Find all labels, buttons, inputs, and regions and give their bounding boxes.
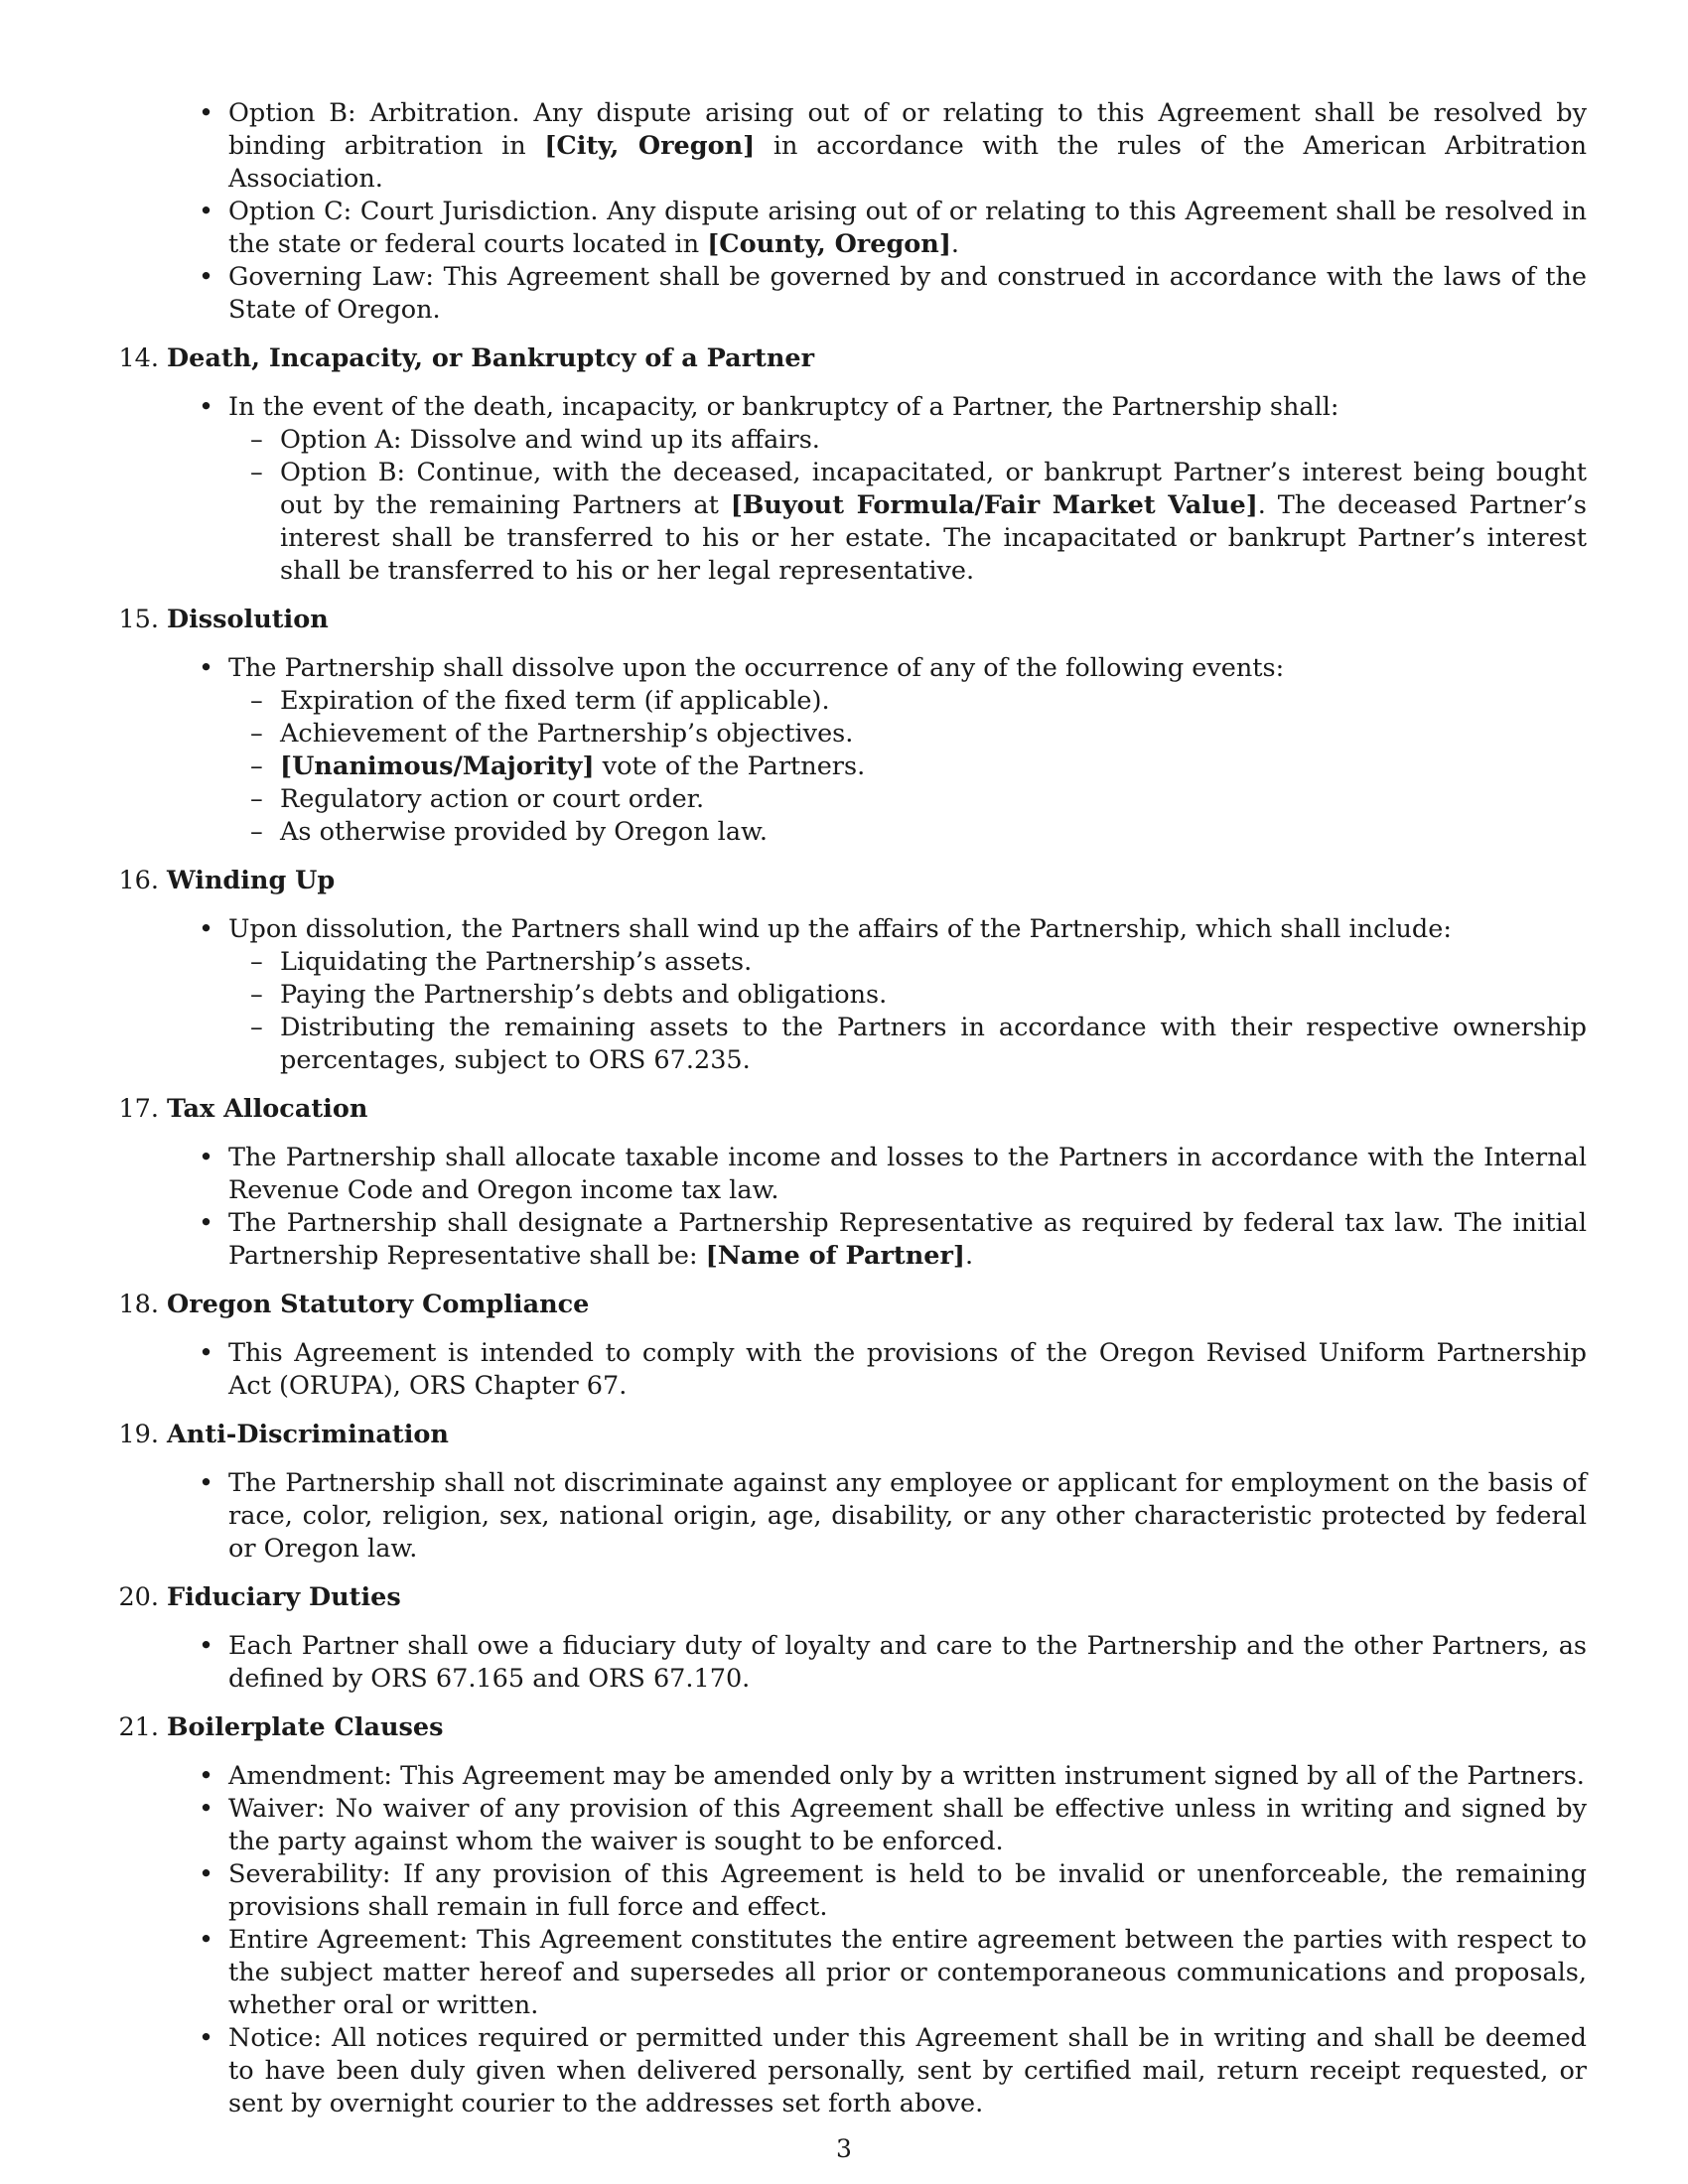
- section-number: 15.: [118, 605, 159, 634]
- option-c-court-jurisdiction: • Option C: Court Jurisdiction. Any dispute arising out of or relating to this Agreement shall be resolved in the state or federal courts located in [County, Oregon].: [167, 196, 1587, 261]
- list-item-severability: • Severability: If any provision of this Agreement is held to be invalid or unenforceable, the remaining provisions shall remain in full force and effect.: [167, 1858, 1587, 1924]
- list-item: • In the event of the death, incapacity, or bankruptcy of a Partner, the Partnership shall: – Option A: Dissolve and wind up its affairs. – Option B: Continue, with the deceased, incapacitated, or bankrupt Partner’s interest being bought out by the remaining Partners at [Buyout Formula/Fair Market Value]. The deceased Partner’s interest shall be transferred to his or her estate. The incapacitated or bankrupt Partner’s interest shall be transferred to his or her legal representative.: [167, 391, 1587, 588]
- sub-item: – Achievement of the Partnership’s objectives.: [228, 718, 1587, 751]
- section-20: [118, 1581, 1587, 1696]
- section-16: [118, 865, 1587, 1077]
- placeholder-vote: [Unanimous/Majority]: [280, 751, 595, 781]
- section-number: 16.: [118, 866, 159, 895]
- list-item: • The Partnership shall designate a Partnership Representative as required by federal tax law. The initial Partnership Representative shall be: [Name of Partner].: [167, 1207, 1587, 1273]
- list-item-notice: • Notice: All notices required or permitted under this Agreement shall be in writing and shall be deemed to have been duly given when delivered personally, sent by certified mail, return receipt requested, or sent by overnight courier to the addresses set forth above.: [167, 2022, 1587, 2120]
- section-heading: [118, 604, 1587, 636]
- section-heading: [118, 865, 1587, 897]
- list-item-amendment: • Amendment: This Agreement may be amended only by a written instrument signed by all of the Partners.: [167, 1760, 1587, 1793]
- sub-item: – Regulatory action or court order.: [228, 783, 1587, 816]
- page-number: 3: [836, 2134, 852, 2163]
- section-title: Tax Allocation: [167, 1094, 368, 1124]
- option-b-arbitration: • Option B: Arbitration. Any dispute arising out of or relating to this Agreement shall be resolved by binding arbitration in [City, Oregon] in accordance with the rules of the American Arbitration Association.: [167, 97, 1587, 196]
- section-19: [118, 1419, 1587, 1566]
- section-title: Boilerplate Clauses: [167, 1712, 444, 1742]
- document-body: [118, 97, 1587, 2120]
- section-title: Winding Up: [167, 866, 336, 895]
- section-heading: [118, 1289, 1587, 1321]
- section-number: 19.: [118, 1420, 159, 1449]
- section-title: Fiduciary Duties: [167, 1582, 401, 1612]
- section-number: 17.: [118, 1094, 159, 1124]
- section-title: Dissolution: [167, 605, 329, 634]
- sub-item: – Liquidating the Partnership’s assets.: [228, 946, 1587, 979]
- list-item: • The Partnership shall not discriminate against any employee or applicant for employment on the basis of race, color, religion, sex, national origin, age, disability, or any other characteristic protected by federal or Oregon law.: [167, 1467, 1587, 1566]
- list-item-waiver: • Waiver: No waiver of any provision of this Agreement shall be effective unless in writing and signed by the party against whom the waiver is sought to be enforced.: [167, 1793, 1587, 1858]
- list-item: • Each Partner shall owe a fiduciary duty of loyalty and care to the Partnership and the other Partners, as defined by ORS 67.165 and ORS 67.170.: [167, 1630, 1587, 1696]
- section-18: [118, 1289, 1587, 1403]
- sub-item: – Paying the Partnership’s debts and obligations.: [228, 979, 1587, 1012]
- sub-item: – Distributing the remaining assets to the Partners in accordance with their respective ownership percentages, subject to ORS 67.235.: [228, 1012, 1587, 1077]
- governing-law: • Governing Law: This Agreement shall be governed by and construed in accordance with the laws of the State of Oregon.: [167, 261, 1587, 327]
- section-heading: [118, 1581, 1587, 1614]
- section-15: [118, 604, 1587, 849]
- section-heading: [118, 342, 1587, 375]
- list-item: • Upon dissolution, the Partners shall wind up the affairs of the Partnership, which shall include: – Liquidating the Partnership’s assets. – Paying the Partnership’s debts and obligations. – Distributing the remaining assets to the Partners in accordance with their respective ownership percentages, subject to ORS 67.235.: [167, 913, 1587, 1077]
- section-title: Anti-Discrimination: [167, 1420, 449, 1449]
- placeholder-county-oregon: [County, Oregon]: [707, 229, 951, 259]
- section-21: [118, 1711, 1587, 2120]
- section-title: Oregon Statutory Compliance: [167, 1290, 590, 1319]
- dispute-resolution-options: [167, 97, 1587, 327]
- section-number: 14.: [118, 343, 159, 373]
- section-heading: [118, 1419, 1587, 1451]
- sub-item: – Expiration of the fixed term (if applicable).: [228, 685, 1587, 718]
- section-17: [118, 1093, 1587, 1273]
- sub-item-option-a: – Option A: Dissolve and wind up its affairs.: [228, 424, 1587, 457]
- sub-item: – [Unanimous/Majority] vote of the Partners.: [228, 751, 1587, 783]
- section-number: 18.: [118, 1290, 159, 1319]
- list-item: • This Agreement is intended to comply with the provisions of the Oregon Revised Uniform Partnership Act (ORUPA), ORS Chapter 67.: [167, 1337, 1587, 1403]
- section-14: [118, 342, 1587, 588]
- placeholder-partner-name: [Name of Partner]: [705, 1241, 965, 1271]
- list-item: • The Partnership shall allocate taxable income and losses to the Partners in accordance with the Internal Revenue Code and Oregon income tax law.: [167, 1142, 1587, 1207]
- placeholder-buyout: [Buyout Formula/Fair Market Value]: [730, 490, 1258, 520]
- list-item-entire-agreement: • Entire Agreement: This Agreement constitutes the entire agreement between the parties with respect to the subject matter hereof and supersedes all prior or contemporaneous communications and proposals, whether oral or written.: [167, 1924, 1587, 2022]
- sub-item: – As otherwise provided by Oregon law.: [228, 816, 1587, 849]
- section-number: 20.: [118, 1582, 159, 1612]
- section-heading: [118, 1711, 1587, 1744]
- sub-item-option-b: – Option B: Continue, with the deceased, incapacitated, or bankrupt Partner’s interest being bought out by the remaining Partners at [Buyout Formula/Fair Market Value]. The deceased Partner’s interest shall be transferred to his or her estate. The incapacitated or bankrupt Partner’s interest shall be transferred to his or her legal representative.: [228, 457, 1587, 588]
- section-number: 21.: [118, 1712, 159, 1742]
- list-item: • The Partnership shall dissolve upon the occurrence of any of the following events: – Expiration of the fixed term (if applicable). – Achievement of the Partnership’s objectives. – [Unanimous/Majority] vote of the Partners. – Regulatory action or court order. – As otherwise provided by Oregon law.: [167, 652, 1587, 849]
- section-title: Death, Incapacity, or Bankruptcy of a Partner: [167, 343, 815, 373]
- placeholder-city-oregon: [City, Oregon]: [544, 131, 756, 161]
- section-heading: [118, 1093, 1587, 1126]
